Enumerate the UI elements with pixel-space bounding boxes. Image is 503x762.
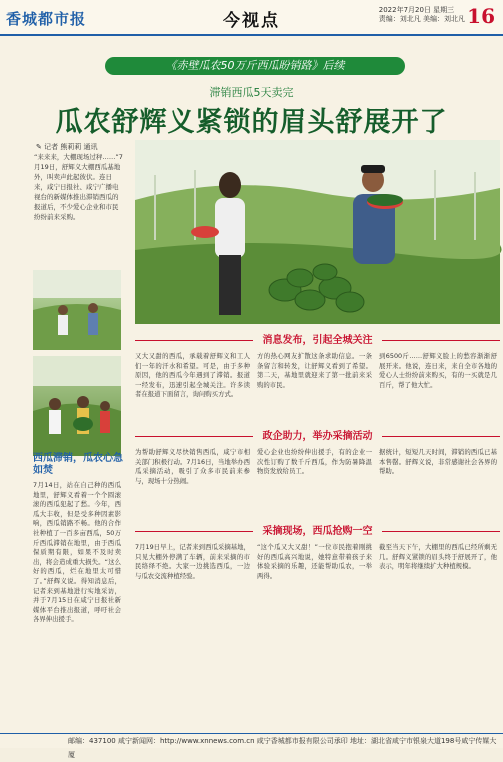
- lead-paragraph: “来来来，大棚现场过秤……”7月19日，舒辉义大棚西瓜基地外，叫卖声此起彼伏。连日来，咸宁日报社、咸宁广播电视台的新媒体推出滞销西瓜的报道后，不少爱心企业和市民纷纷前来采购。: [34, 153, 123, 221]
- kicker-banner: 《赤壁瓜农50万斤西瓜盼销路》后续: [105, 57, 405, 75]
- section-3-col-1: 7月19日早上，记者来到西瓜采摘基地，只见大棚外停满了车辆，前来采摘的市民络绎不绝。大家一边挑选西瓜，一边与瓜农交流种植经验。: [135, 543, 250, 580]
- section-3-col-3: 截至当天下午，大棚里的西瓜已经所剩无几。舒辉义紧锁的眉头终于舒展开了，他表示，明年将继续扩大种植规模。: [379, 543, 497, 571]
- main-headline: 瓜农舒辉义紧锁的眉头舒展开了: [55, 107, 448, 138]
- section-1-col-3: 到6500斤……舒辉义脸上的愁容渐渐舒展开来。他说，连日来，来自全市各地的爱心人士纷纷前来购买，有的一买就是几百斤，帮了他大忙。: [379, 352, 497, 389]
- section-title: 今视点: [223, 11, 280, 31]
- byline-pin-icon: ✎: [36, 143, 42, 151]
- page-number: 16: [467, 4, 495, 28]
- left-article-title: 西瓜滞销，瓜农心急如焚: [33, 453, 123, 476]
- dateline: [379, 6, 465, 24]
- side-photo-1: [33, 270, 121, 350]
- newspaper-logo: 香城都市报: [6, 10, 87, 28]
- main-photo-illustration: [135, 140, 500, 324]
- main-photo: [135, 140, 500, 324]
- date-line-1: 2022年7月20日 星期三: [378, 6, 455, 14]
- section-2-col-2: 爱心企业也纷纷伸出援手，有的企业一次性订购了数千斤西瓜，作为防暑降温物资发放给员工。: [257, 448, 372, 476]
- masthead: [0, 0, 503, 36]
- subheadline: 滞销西瓜5天卖完: [209, 86, 294, 99]
- byline: [36, 142, 98, 152]
- section-1-col-1: 又大又甜的西瓜，承载着舒辉义和工人们一年的汗水和希望。可是，由于多种原因，他的西瓜今年遇到了滞销。报道一经发布，迅速引起全城关注。许多读者在报道下面留言，询问购买方式。: [135, 352, 250, 399]
- section-3-col-2: “这个瓜又大又甜！”一位市民抱着刚挑好的西瓜高兴地说，她特意带着孩子来体验采摘的乐趣，还能帮助瓜农，一举两得。: [257, 543, 372, 580]
- left-article-body: 7月14日，站在自己种的西瓜地里，舒辉义看着一个个圆滚滚的西瓜犯起了愁。今年，西瓜大丰收，但是受多种因素影响，西瓜销路不畅。他的合作社种植了一百多亩西瓜，50万斤西瓜滞销在地里，由于西瓜保质期有限，如果不及时卖出，将会造成重大损失。“这么好的西瓜，烂在地里太可惜了。”舒辉义说。得知消息后，记者来到基地进行实地采访，并于7月15日在咸宁日报社新媒体平台推出报道，呼吁社会各界伸出援手。: [33, 481, 121, 624]
- byline-text: 记者 熊莉莉 通讯: [44, 143, 98, 151]
- footer-line: 邮编：437100 咸宁新闻网：http://www.xnnews.com.cn 咸宁香城都市报有限公司承印 地址：湖北省咸宁市银泉大道198号咸宁传媒大厦: [0, 733, 503, 748]
- side-photo-2-illustration: [33, 356, 121, 456]
- section-heading-2: 政企助力，举办采摘活动: [135, 430, 500, 443]
- section-1-col-2: 方的热心网友扩散这条求助信息。一条条留言和转发，让舒辉义看到了希望。第二天，基地里就迎来了第一批前来采购的市民。: [257, 352, 372, 389]
- side-photo-2: [33, 356, 121, 456]
- date-line-2: 责编：刘北凡 美编：刘北凡: [378, 15, 465, 23]
- section-heading-1: 消息发布，引起全城关注: [135, 334, 500, 347]
- side-photo-1-illustration: [33, 270, 121, 350]
- section-2-col-3: 据统计，短短几天时间，滞销的西瓜已基本售罄。舒辉义说，非常感谢社会各界的帮助。: [379, 448, 497, 476]
- section-heading-3: 采摘现场，西瓜抢购一空: [135, 525, 500, 538]
- section-2-col-1: 为帮助舒辉义尽快销售西瓜，咸宁市相关部门积极行动。7月16日，当地举办西瓜采摘活动，吸引了众多市民前来参与，现场十分热闹。: [135, 448, 250, 485]
